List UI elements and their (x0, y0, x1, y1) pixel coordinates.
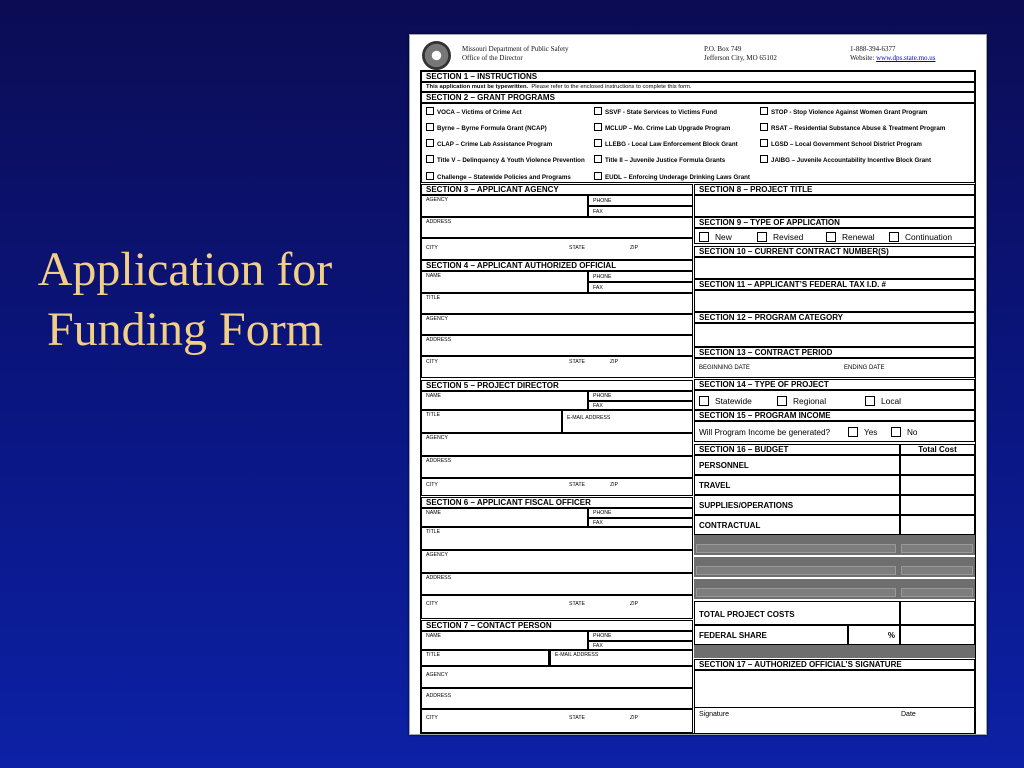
s3-city-state-zip-field[interactable]: CITY STATE ZIP (421, 238, 693, 260)
checkbox-icon[interactable] (889, 232, 899, 242)
checkbox-icon[interactable] (426, 107, 434, 115)
section-4-header: SECTION 4 – APPLICANT AUTHORIZED OFFICIAL (421, 260, 693, 271)
section-1-header: SECTION 1 – INSTRUCTIONS (421, 71, 975, 82)
section-6-header: SECTION 6 – APPLICANT FISCAL OFFICER (421, 497, 693, 508)
section-13-header: SECTION 13 – CONTRACT PERIOD (694, 347, 975, 358)
budget-travel-amount[interactable] (900, 475, 975, 495)
instructions-row (421, 82, 975, 92)
contract-number-field[interactable] (694, 257, 975, 279)
checkbox-icon[interactable] (826, 232, 836, 242)
s7-phone-field[interactable]: PHONE (588, 631, 693, 641)
checkbox-icon[interactable] (594, 107, 602, 115)
s7-agency-field[interactable]: AGENCY (421, 666, 693, 688)
s5-fax-field[interactable]: FAX (588, 401, 693, 410)
s4-name-field[interactable]: NAME (421, 271, 588, 293)
option-yes[interactable]: Yes (848, 427, 877, 437)
program-lgsd[interactable]: LGSD – Local Government School District Program (760, 139, 922, 149)
s4-agency-field[interactable]: AGENCY (421, 314, 693, 335)
total-project-costs-label: TOTAL PROJECT COSTS (694, 601, 900, 625)
grant-programs-box (421, 103, 975, 183)
s7-title-field[interactable]: TITLE (421, 650, 549, 666)
s7-fax-field[interactable]: FAX (588, 641, 693, 650)
s5-city-state-zip-field[interactable]: CITY STATE ZIP (421, 478, 693, 496)
s5-title-field[interactable]: TITLE (421, 410, 562, 433)
shaded-budget-row (694, 557, 975, 579)
option-new[interactable]: New (699, 232, 732, 242)
s6-address-field[interactable]: ADDRESS (421, 573, 693, 595)
s3-phone-field[interactable]: PHONE (588, 195, 693, 206)
checkbox-icon[interactable] (426, 172, 434, 180)
program-title-ii[interactable]: Title II – Juvenile Justice Formula Grants (594, 155, 725, 165)
beginning-date-label: BEGINNING DATE (699, 365, 750, 371)
section-2-header: SECTION 2 – GRANT PROGRAMS (421, 92, 975, 103)
program-llebg[interactable]: LLEBG - Local Law Enforcement Block Grant (594, 139, 738, 149)
budget-personnel-label: PERSONNEL (694, 455, 900, 475)
section-7-header: SECTION 7 – CONTACT PERSON (421, 620, 693, 631)
section-12-header: SECTION 12 – PROGRAM CATEGORY (694, 312, 975, 323)
signature-label: Signature (699, 711, 729, 718)
s6-title-field[interactable]: TITLE (421, 527, 693, 550)
date-label: Date (901, 711, 916, 718)
city-state-zip: Jefferson City, MO 65102 (704, 54, 777, 62)
s4-fax-field[interactable]: FAX (588, 282, 693, 293)
section-8-header: SECTION 8 – PROJECT TITLE (694, 184, 975, 195)
department-name: Missouri Department of Public Safety (462, 45, 569, 53)
s6-agency-field[interactable]: AGENCY (421, 550, 693, 573)
checkbox-icon[interactable] (426, 139, 434, 147)
program-eudl[interactable]: EUDL – Enforcing Underage Drinking Laws Grant (594, 172, 750, 182)
s5-agency-field[interactable]: AGENCY (421, 433, 693, 456)
checkbox-icon[interactable] (594, 155, 602, 163)
federal-share-label: FEDERAL SHARE (694, 625, 848, 645)
checkbox-icon[interactable] (426, 123, 434, 131)
slide-title-line-2: Funding Form (46, 303, 324, 356)
program-income-row (694, 421, 975, 442)
option-regional[interactable]: Regional (777, 396, 826, 406)
s7-name-field[interactable]: NAME (421, 631, 588, 650)
program-income-question: Will Program Income be generated? (699, 428, 831, 437)
checkbox-icon[interactable] (594, 172, 602, 180)
website-link[interactable]: www.dps.state.mo.us (876, 54, 936, 62)
program-voca[interactable]: VOCA – Victims of Crime Act (426, 107, 522, 117)
s3-agency-field[interactable]: AGENCY (421, 195, 588, 217)
s5-phone-field[interactable]: PHONE (588, 391, 693, 401)
checkbox-icon[interactable] (699, 396, 709, 406)
instructions-bold: This application must be typewritten. (426, 84, 529, 90)
checkbox-icon[interactable] (760, 123, 768, 131)
checkbox-icon[interactable] (760, 155, 768, 163)
s5-name-field[interactable]: NAME (421, 391, 588, 410)
s4-address-field[interactable]: ADDRESS (421, 335, 693, 356)
checkbox-icon[interactable] (594, 139, 602, 147)
checkbox-icon[interactable] (757, 232, 767, 242)
program-mclup[interactable]: MCLUP – Mo. Crime Lab Upgrade Program (594, 123, 730, 133)
s7-address-field[interactable]: ADDRESS (421, 688, 693, 709)
program-category-field[interactable] (694, 323, 975, 347)
project-type-row (694, 390, 975, 410)
option-continuation[interactable]: Continuation (889, 232, 952, 242)
section-16-header: SECTION 16 – BUDGET (694, 444, 900, 455)
checkbox-icon[interactable] (426, 155, 434, 163)
s6-phone-field[interactable]: PHONE (588, 508, 693, 518)
checkbox-icon[interactable] (848, 427, 858, 437)
checkbox-icon[interactable] (777, 396, 787, 406)
po-box: P.O. Box 749 (704, 45, 742, 53)
program-rsat[interactable]: RSAT – Residential Substance Abuse & Treatment Program (760, 123, 945, 133)
budget-personnel-amount[interactable] (900, 455, 975, 475)
option-renewal[interactable]: Renewal (826, 232, 875, 242)
option-revised[interactable]: Revised (757, 232, 803, 242)
s6-city-state-zip-field[interactable]: CITY STATE ZIP (421, 595, 693, 619)
federal-share-percent[interactable]: % (848, 625, 900, 645)
program-ssvf[interactable]: SSVF - State Services to Victims Fund (594, 107, 717, 117)
s6-name-field[interactable]: NAME (421, 508, 588, 527)
section-15-header: SECTION 15 – PROGRAM INCOME (694, 410, 975, 421)
section-17-header: SECTION 17 – AUTHORIZED OFFICIAL’S SIGNATURE (694, 659, 975, 670)
contract-period-row[interactable] (694, 358, 975, 378)
program-clap[interactable]: CLAP – Crime Lab Assistance Program (426, 139, 552, 149)
website-label: Website: (850, 54, 875, 62)
s5-address-field[interactable]: ADDRESS (421, 456, 693, 478)
s6-fax-field[interactable]: FAX (588, 518, 693, 527)
shaded-budget-row (694, 579, 975, 601)
checkbox-icon[interactable] (865, 396, 875, 406)
program-stop[interactable]: STOP - Stop Violence Against Women Grant Program (760, 107, 927, 117)
checkbox-icon[interactable] (594, 123, 602, 131)
option-statewide[interactable]: Statewide (699, 396, 752, 406)
office-name: Office of the Director (462, 54, 523, 62)
option-local[interactable]: Local (865, 396, 901, 406)
project-title-field[interactable] (694, 195, 975, 217)
budget-contractual-amount[interactable] (900, 515, 975, 535)
total-project-costs-amount[interactable] (900, 601, 975, 625)
s3-fax-field[interactable]: FAX (588, 206, 693, 217)
checkbox-icon[interactable] (760, 139, 768, 147)
shaded-budget-row (694, 645, 975, 658)
application-type-row (694, 228, 975, 244)
section-5-header: SECTION 5 – PROJECT DIRECTOR (421, 380, 693, 391)
section-10-header: SECTION 10 – CURRENT CONTRACT NUMBER(S) (694, 246, 975, 257)
s3-address-field[interactable]: ADDRESS (421, 217, 693, 238)
option-no[interactable]: No (891, 427, 917, 437)
shaded-budget-row (694, 535, 975, 557)
program-challenge[interactable]: Challenge – Statewide Policies and Programs (426, 172, 571, 182)
budget-supplies-label: SUPPLIES/OPERATIONS (694, 495, 900, 515)
budget-contractual-label: CONTRACTUAL (694, 515, 900, 535)
program-jaibg[interactable]: JAIBG – Juvenile Accountability Incentive Block Grant (760, 155, 931, 165)
ending-date-label: ENDING DATE (844, 365, 885, 371)
total-cost-header: Total Cost (900, 444, 975, 455)
checkbox-icon[interactable] (891, 427, 901, 437)
form-grid (420, 70, 976, 734)
signature-line (695, 707, 974, 708)
signature-box[interactable] (694, 670, 975, 734)
s7-email-field[interactable]: E-MAIL ADDRESS (549, 650, 693, 666)
s7-city-state-zip-field[interactable]: CITY STATE ZIP (421, 709, 693, 733)
section-3-header: SECTION 3 – APPLICANT AGENCY (421, 184, 693, 195)
s4-city-state-zip-field[interactable]: CITY STATE ZIP (421, 356, 693, 378)
form-letterhead (422, 41, 976, 71)
s4-title-field[interactable]: TITLE (421, 293, 693, 314)
section-9-header: SECTION 9 – TYPE OF APPLICATION (694, 217, 975, 228)
instructions-text: Please refer to the enclosed instructions to complete this form. (531, 84, 692, 90)
tax-id-field[interactable] (694, 290, 975, 312)
s4-phone-field[interactable]: PHONE (588, 271, 693, 282)
s5-email-field[interactable]: E-MAIL ADDRESS (562, 410, 693, 433)
checkbox-icon[interactable] (699, 232, 709, 242)
application-form-page (409, 34, 987, 735)
program-byrne[interactable]: Byrne – Byrne Formula Grant (NCAP) (426, 123, 547, 133)
program-title-v[interactable]: Title V – Delinquency & Youth Violence Prevention (426, 155, 585, 165)
budget-supplies-amount[interactable] (900, 495, 975, 515)
section-11-header: SECTION 11 – APPLICANT’S FEDERAL TAX I.D. # (694, 279, 975, 290)
state-seal-icon (422, 41, 451, 70)
budget-travel-label: TRAVEL (694, 475, 900, 495)
checkbox-icon[interactable] (760, 107, 768, 115)
phone-number: 1-888-394-6377 (850, 45, 896, 53)
slide-title-line-1: Application for (37, 243, 333, 296)
section-14-header: SECTION 14 – TYPE OF PROJECT (694, 379, 975, 390)
slide-title (14, 240, 356, 360)
federal-share-amount[interactable] (900, 625, 975, 645)
